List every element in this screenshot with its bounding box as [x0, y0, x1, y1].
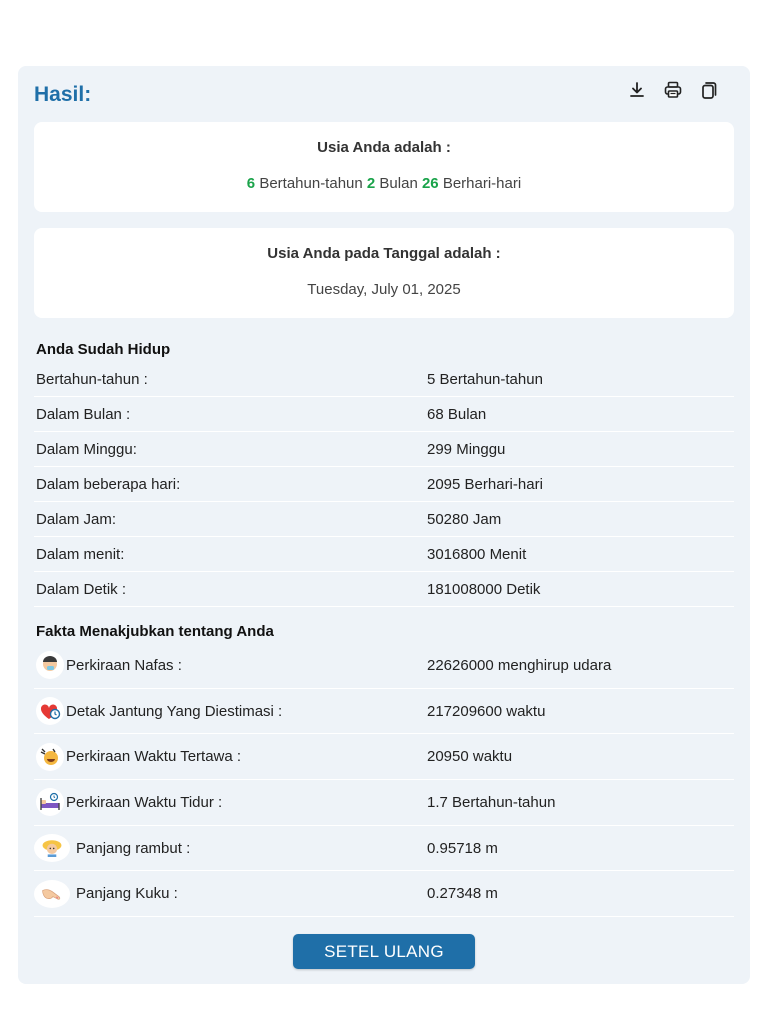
table-row: [34, 734, 734, 780]
age-years-unit: Bertahun-tahun: [259, 175, 363, 192]
date-card: [34, 228, 734, 318]
table-row: [34, 643, 734, 689]
reset-button[interactable]: SETEL ULANG: [293, 934, 475, 969]
age-card: [34, 122, 734, 212]
hair-icon: [34, 834, 70, 862]
table-row: [34, 502, 734, 537]
row-label: Panjang Kuku :: [76, 885, 178, 903]
row-value: 20950 waktu: [427, 748, 513, 766]
row-value: 0.95718 m: [427, 839, 498, 857]
row-value: 5 Bertahun-tahun: [427, 370, 543, 388]
table-row: [34, 780, 734, 826]
age-months: 2: [366, 175, 376, 192]
printer-icon[interactable]: [662, 79, 684, 101]
age-months-unit: Bulan: [379, 175, 418, 192]
age-card-label: Usia Anda adalah :: [317, 139, 451, 156]
row-value: 50280 Jam: [427, 510, 502, 528]
row-value: 2095 Berhari-hari: [427, 475, 543, 493]
date-card-label: Usia Anda pada Tanggal adalah :: [267, 245, 501, 262]
row-label: Dalam Bulan :: [36, 405, 131, 423]
row-value: 299 Minggu: [427, 440, 506, 458]
row-value: 68 Bulan: [427, 405, 487, 423]
table-row: [34, 826, 734, 872]
row-label: Perkiraan Waktu Tidur :: [66, 793, 223, 811]
copy-icon[interactable]: [698, 79, 720, 101]
table-row: [34, 572, 734, 607]
table-row: [34, 689, 734, 735]
result-toolbar: [626, 79, 720, 101]
result-title: Hasil:: [34, 83, 92, 106]
row-label: Perkiraan Waktu Tertawa :: [66, 748, 242, 766]
age-card-value: [34, 175, 734, 192]
laugh-icon: [36, 743, 64, 771]
table-row: [34, 467, 734, 502]
sleep-icon: [36, 788, 64, 816]
heartbeat-icon: [36, 697, 64, 725]
row-value: 1.7 Bertahun-tahun: [427, 793, 556, 811]
row-label: Panjang rambut :: [76, 839, 191, 857]
row-label: Detak Jantung Yang Diestimasi :: [66, 702, 283, 720]
row-label: Dalam beberapa hari:: [36, 475, 181, 493]
row-label: Perkiraan Nafas :: [66, 656, 182, 674]
age-days-unit: Berhari-hari: [442, 175, 522, 192]
table-row: [34, 362, 734, 397]
row-value: 3016800 Menit: [427, 545, 527, 563]
breath-icon: [36, 651, 64, 679]
lived-table: [34, 362, 734, 607]
age-days: 26: [421, 175, 439, 192]
date-card-value: Tuesday, July 01, 2025: [307, 281, 461, 298]
facts-section-title: Fakta Menakjubkan tentang Anda: [36, 623, 274, 640]
download-icon[interactable]: [626, 79, 648, 101]
age-years: 6: [246, 175, 256, 192]
table-row: [34, 537, 734, 572]
row-label: Dalam Minggu:: [36, 440, 137, 458]
row-label: Dalam Jam:: [36, 510, 117, 528]
nail-icon: [34, 880, 70, 908]
row-label: Bertahun-tahun :: [36, 370, 148, 388]
table-row: [34, 397, 734, 432]
row-label: Dalam Detik :: [36, 580, 127, 598]
table-row: [34, 432, 734, 467]
lived-section-title: Anda Sudah Hidup: [36, 341, 171, 358]
row-label: Dalam menit:: [36, 545, 125, 563]
row-value: 22626000 menghirup udara: [427, 656, 612, 674]
result-panel: [18, 66, 750, 984]
table-row: [34, 871, 734, 917]
row-value: 181008000 Detik: [427, 580, 541, 598]
facts-table: [34, 643, 734, 917]
row-value: 0.27348 m: [427, 885, 498, 903]
row-value: 217209600 waktu: [427, 702, 546, 720]
